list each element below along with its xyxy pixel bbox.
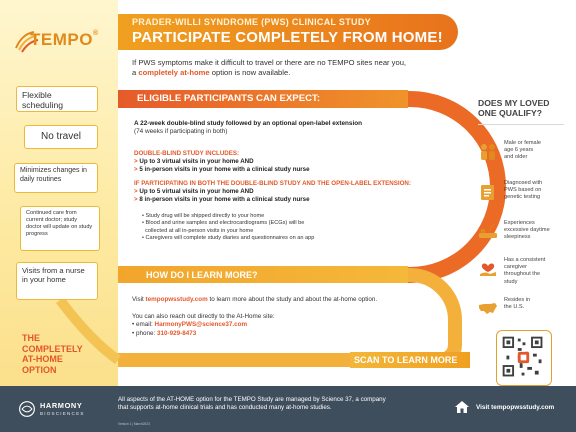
double-blind-item-1: Up to 3 virtual visits in your home AND bbox=[139, 157, 254, 165]
benefit-no-travel: No travel bbox=[24, 125, 98, 149]
arrow-icon: > bbox=[134, 165, 138, 173]
benefit-continued-care: Continued care from current doctor; study doctor will update on study progress bbox=[20, 206, 100, 251]
study-design-line-1: A 22-week double-blind study followed by an optional open-label extension bbox=[134, 120, 363, 127]
qualify-heading bbox=[478, 98, 549, 119]
left-bottom-line-2: COMPLETELY bbox=[22, 343, 83, 354]
qr-code-icon bbox=[497, 331, 550, 384]
learn-header-bold: LEARN MORE? bbox=[191, 270, 258, 280]
both-studies-heading: IF PARTICIPATING IN BOTH THE DOUBLE-BLIND STUDY AND THE OPEN-LABEL EXTENSION: bbox=[134, 180, 411, 187]
intro-text bbox=[132, 58, 452, 78]
both-studies-item-1: Up to 5 virtual visits in your home AND bbox=[139, 187, 254, 195]
completely-at-home-label bbox=[22, 333, 102, 375]
eligible-header-bold: CAN EXPECT: bbox=[256, 93, 321, 104]
study-design-line-2: (74 weeks if participating in both) bbox=[134, 127, 228, 135]
divider bbox=[478, 124, 564, 125]
double-blind-heading: DOUBLE-BLIND STUDY INCLUDES: bbox=[134, 150, 240, 157]
arrow-icon: > bbox=[134, 157, 138, 165]
qualify-diagnosis-line-3: genetic testing bbox=[504, 194, 541, 201]
svg-text:z: z bbox=[489, 226, 492, 232]
study-bullets: • Study drug will be shipped directly to your home • Blood and urine samples and electrocardiograms (ECGs) will be collected at all in-person visits in your home • Caregivers will complete study diaries and questionnaires on an app bbox=[142, 213, 315, 242]
left-bottom-line-1: THE bbox=[22, 333, 40, 343]
bullet-2: Blood and urine samples and electrocardiograms (ECGs) will be bbox=[145, 220, 305, 227]
qualify-heading-line-2: ONE QUALIFY? bbox=[478, 108, 542, 119]
intro-highlight: completely at-home bbox=[138, 68, 210, 77]
footer-text bbox=[118, 396, 438, 412]
qualify-sleep-line-3: sleepiness bbox=[504, 234, 531, 241]
qualify-text-age bbox=[504, 140, 570, 162]
qualify-age-line-1: Male or female bbox=[504, 140, 541, 146]
footer-website-link[interactable]: Visit tempopwsstudy.com bbox=[476, 404, 555, 411]
diagnosis-icon bbox=[478, 182, 498, 202]
qualify-residence-line-2: the U.S. bbox=[504, 304, 525, 311]
scan-to-learn-more: SCAN TO LEARN MORE bbox=[354, 355, 458, 365]
harmony-logo-sub: BIOSCIENCES bbox=[40, 411, 85, 416]
qualify-item-sleepiness bbox=[478, 220, 570, 256]
arrow-icon: > bbox=[134, 195, 138, 203]
intro-line-2-prefix: a bbox=[132, 68, 139, 77]
bullet-3: Caregivers will complete study diaries and questionnaires on an app bbox=[145, 235, 315, 242]
left-bottom-line-3: AT-HOME bbox=[22, 354, 63, 364]
banner-subtitle: PRADER-WILLI SYNDROME (PWS) CLINICAL STUDY bbox=[132, 17, 371, 27]
left-yellow-panel bbox=[0, 0, 118, 386]
harmony-logo-text: HARMONY bbox=[40, 401, 83, 410]
footer-line-2: that supports at-home clinical trials and has conducted many at-home studies. bbox=[118, 404, 332, 412]
bullet-2-cont: collected at all in-person visits in your home bbox=[145, 227, 254, 234]
arrow-icon: > bbox=[134, 187, 138, 195]
learn-more-header bbox=[146, 270, 258, 280]
qualify-caregiver-line-2: caregiver bbox=[504, 264, 528, 271]
intro-line-2-suffix: option is now available. bbox=[209, 68, 291, 77]
home-icon bbox=[454, 399, 470, 415]
eligible-header-prefix: ELIGIBLE PARTICIPANTS bbox=[137, 93, 257, 104]
both-studies-item-2: 8 in-person visits in your home with a clinical study nurse bbox=[139, 195, 310, 203]
footer-line-1: All aspects of the AT-HOME option for the TEMPO Study are managed by Science 37, a company bbox=[118, 396, 386, 403]
logo-trademark: ® bbox=[92, 30, 99, 37]
qualify-heading-line-1: DOES MY LOVED bbox=[478, 98, 550, 108]
learn-header-prefix: HOW DO I bbox=[146, 270, 192, 280]
qualify-age-line-3: and older bbox=[504, 154, 528, 161]
double-blind-item-2: 5 in-person visits in your home with a clinical study nurse bbox=[139, 165, 310, 173]
caregiver-icon bbox=[478, 259, 498, 279]
family-icon bbox=[478, 142, 498, 162]
qualify-caregiver-line-1: Has a consistent bbox=[504, 257, 546, 263]
tempo-logo bbox=[30, 30, 99, 50]
logo-text: TEMPO bbox=[30, 30, 93, 49]
website-link[interactable]: tempopwsstudy.com bbox=[145, 296, 208, 303]
harmony-logo-icon bbox=[18, 400, 36, 418]
eligible-header bbox=[137, 93, 320, 104]
qualify-diagnosis-line-1: Diagnosed with bbox=[504, 180, 543, 186]
visit-suffix: to learn more about the study and about the at-home option. bbox=[207, 296, 378, 303]
qualify-item-residence bbox=[478, 297, 570, 333]
study-design bbox=[134, 120, 434, 136]
footer-version: Version 1 | March2023 bbox=[118, 422, 150, 426]
qualify-age-line-2: age 6 years bbox=[504, 147, 534, 154]
both-studies-section bbox=[134, 180, 434, 203]
banner-title: PARTICIPATE COMPLETELY FROM HOME! bbox=[132, 29, 443, 46]
qualify-caregiver-line-3: throughout the bbox=[504, 271, 541, 278]
benefit-flexible-scheduling: Flexible scheduling bbox=[16, 86, 98, 112]
qualify-residence-line-1: Resides in bbox=[504, 297, 531, 303]
phone-link[interactable]: 310-929-8473 bbox=[156, 329, 197, 337]
qr-code[interactable] bbox=[496, 330, 552, 386]
qualify-text-residence bbox=[504, 297, 570, 311]
qualify-diagnosis-line-2: PWS based on bbox=[504, 187, 542, 194]
sleep-icon bbox=[478, 222, 498, 242]
qualify-item-diagnosis bbox=[478, 180, 570, 216]
qualify-caregiver-line-4: study bbox=[504, 278, 518, 285]
left-bottom-line-4: OPTION bbox=[22, 364, 57, 375]
qualify-item-caregiver bbox=[478, 257, 570, 293]
reach-out-text: You can also reach out directly to the At-Home site: bbox=[132, 312, 275, 320]
intro-line-1: If PWS symptoms make it difficult to travel or there are no TEMPO sites near you, bbox=[132, 58, 407, 67]
svg-text:z: z bbox=[492, 223, 495, 229]
email-link[interactable]: HarmonyPWS@science37.com bbox=[154, 321, 248, 329]
qualify-sleep-line-2: excessive daytime bbox=[504, 227, 550, 234]
learn-more-body: Visit tempopwsstudy.com to learn more about the study and about the at-home option. You can also reach out directly to the At-Home site: • email: HarmonyPWS@science37.com • phone: 310-929-8473 bbox=[132, 296, 378, 337]
phone-label: phone: bbox=[135, 329, 157, 337]
qualify-text-diagnosis bbox=[504, 180, 570, 202]
usa-map-icon bbox=[478, 299, 498, 319]
qualify-text-caregiver bbox=[504, 257, 570, 286]
qualify-text-sleepiness bbox=[504, 220, 570, 242]
bullet-1: Study drug will be shipped directly to your home bbox=[145, 213, 265, 219]
qualify-sleep-line-1: Experiences bbox=[504, 220, 535, 226]
visit-prefix: Visit bbox=[132, 296, 146, 303]
benefit-nurse-visits: Visits from a nurse in your home bbox=[16, 262, 98, 300]
email-label: email: bbox=[135, 321, 155, 329]
benefit-minimizes-changes: Minimizes changes in daily routines bbox=[14, 163, 98, 193]
qualify-item-age bbox=[478, 140, 570, 176]
double-blind-section bbox=[134, 150, 434, 173]
